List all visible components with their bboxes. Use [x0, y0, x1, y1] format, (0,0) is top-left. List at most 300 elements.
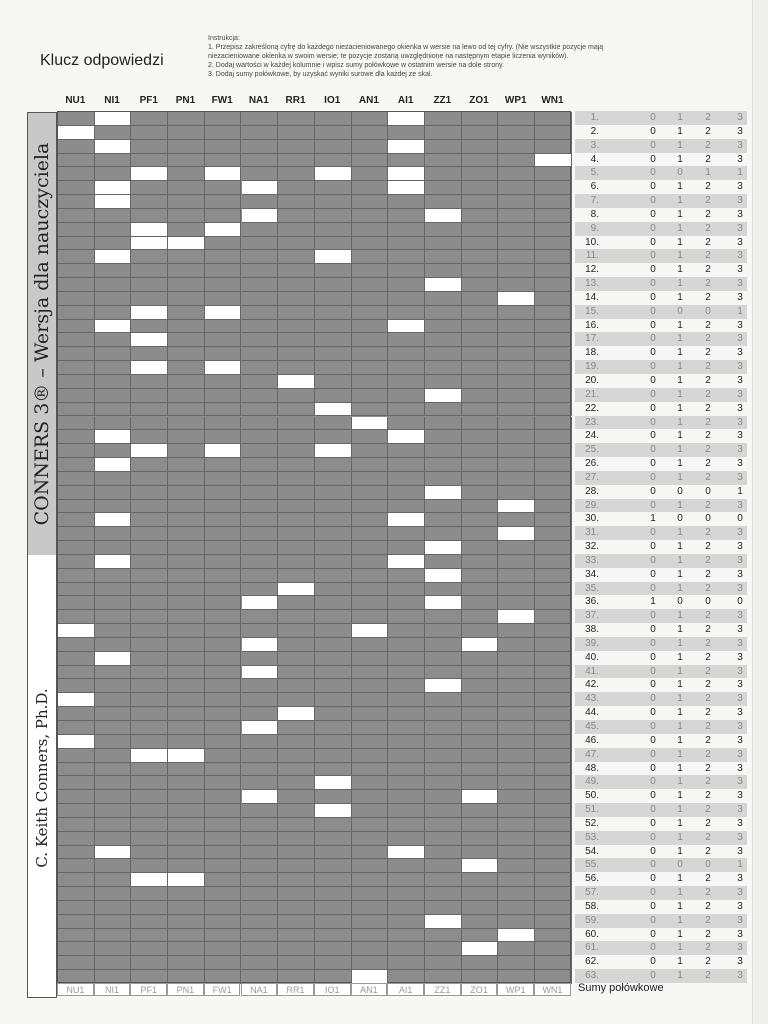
score-value[interactable]: 2: [705, 125, 711, 137]
score-value[interactable]: 0: [650, 568, 656, 580]
entry-cell[interactable]: [388, 430, 425, 444]
entry-cell[interactable]: [425, 278, 462, 292]
score-value[interactable]: 0: [650, 402, 656, 414]
score-value[interactable]: 1: [677, 222, 683, 234]
score-value[interactable]: 3: [737, 222, 743, 234]
score-value[interactable]: 1: [677, 278, 683, 290]
entry-cell[interactable]: [425, 389, 462, 403]
entry-cell[interactable]: [95, 112, 132, 126]
score-value[interactable]: 3: [737, 125, 743, 137]
entry-cell[interactable]: [242, 209, 279, 223]
score-value[interactable]: 1: [737, 859, 743, 871]
score-value[interactable]: 2: [705, 734, 711, 746]
score-value[interactable]: 3: [737, 776, 743, 788]
score-value[interactable]: 1: [677, 831, 683, 843]
entry-cell[interactable]: [388, 181, 425, 195]
entry-cell[interactable]: [95, 181, 132, 195]
score-value[interactable]: 0: [650, 679, 656, 691]
score-value[interactable]: 0: [677, 167, 683, 179]
entry-cell[interactable]: [315, 804, 352, 818]
score-value[interactable]: 2: [705, 970, 711, 982]
score-value[interactable]: 3: [737, 139, 743, 151]
score-value[interactable]: 0: [650, 278, 656, 290]
score-value[interactable]: 1: [650, 513, 656, 525]
score-value[interactable]: 1: [737, 485, 743, 497]
entry-cell[interactable]: [278, 583, 315, 597]
score-value[interactable]: 0: [677, 513, 683, 525]
entry-cell[interactable]: [498, 500, 535, 514]
score-value[interactable]: 1: [677, 956, 683, 968]
half-sum-cell[interactable]: PF1: [130, 983, 167, 996]
score-value[interactable]: 3: [737, 914, 743, 926]
entry-cell[interactable]: [388, 555, 425, 569]
entry-cell[interactable]: [95, 430, 132, 444]
score-value[interactable]: 2: [705, 900, 711, 912]
score-value[interactable]: 3: [737, 873, 743, 885]
score-value[interactable]: 1: [677, 554, 683, 566]
entry-cell[interactable]: [535, 154, 572, 168]
score-value[interactable]: 1: [677, 845, 683, 857]
entry-cell[interactable]: [95, 250, 132, 264]
score-value[interactable]: 1: [677, 208, 683, 220]
score-value[interactable]: 3: [737, 264, 743, 276]
score-value[interactable]: 0: [650, 624, 656, 636]
score-value[interactable]: 2: [705, 527, 711, 539]
score-value[interactable]: 0: [650, 333, 656, 345]
half-sum-cell[interactable]: RR1: [277, 983, 314, 996]
entry-cell[interactable]: [388, 112, 425, 126]
score-value[interactable]: 2: [705, 707, 711, 719]
score-value[interactable]: 3: [737, 900, 743, 912]
score-value[interactable]: 1: [677, 651, 683, 663]
score-value[interactable]: 3: [737, 693, 743, 705]
score-value[interactable]: 2: [705, 458, 711, 470]
entry-cell[interactable]: [242, 596, 279, 610]
score-value[interactable]: 2: [705, 651, 711, 663]
score-value[interactable]: 2: [705, 541, 711, 553]
score-value[interactable]: 3: [737, 195, 743, 207]
entry-cell[interactable]: [388, 320, 425, 334]
score-value[interactable]: 0: [650, 153, 656, 165]
entry-cell[interactable]: [352, 624, 389, 638]
score-value[interactable]: 2: [705, 250, 711, 262]
score-value[interactable]: 2: [705, 153, 711, 165]
entry-cell[interactable]: [205, 223, 242, 237]
score-value[interactable]: 2: [705, 361, 711, 373]
entry-cell[interactable]: [352, 970, 389, 984]
score-value[interactable]: 2: [705, 499, 711, 511]
score-value[interactable]: 3: [737, 208, 743, 220]
score-value[interactable]: 3: [737, 624, 743, 636]
score-value[interactable]: 0: [650, 804, 656, 816]
score-value[interactable]: 3: [737, 444, 743, 456]
entry-cell[interactable]: [131, 749, 168, 763]
score-value[interactable]: 2: [705, 181, 711, 193]
score-value[interactable]: 0: [650, 125, 656, 137]
half-sum-cell[interactable]: WN1: [534, 983, 571, 996]
entry-cell[interactable]: [388, 140, 425, 154]
score-value[interactable]: 2: [705, 416, 711, 428]
score-value[interactable]: 2: [705, 112, 711, 123]
score-value[interactable]: 0: [705, 513, 711, 525]
score-value[interactable]: 1: [677, 527, 683, 539]
entry-cell[interactable]: [168, 749, 205, 763]
score-value[interactable]: 0: [650, 416, 656, 428]
score-value[interactable]: 0: [650, 776, 656, 788]
score-value[interactable]: 3: [737, 291, 743, 303]
score-value[interactable]: 3: [737, 748, 743, 760]
score-value[interactable]: 2: [705, 831, 711, 843]
score-value[interactable]: 0: [650, 831, 656, 843]
score-value[interactable]: 1: [677, 458, 683, 470]
score-value[interactable]: 1: [677, 430, 683, 442]
score-value[interactable]: 0: [705, 859, 711, 871]
entry-cell[interactable]: [205, 361, 242, 375]
score-value[interactable]: 0: [650, 458, 656, 470]
score-value[interactable]: 0: [650, 305, 656, 317]
entry-cell[interactable]: [95, 555, 132, 569]
score-value[interactable]: 1: [677, 444, 683, 456]
score-value[interactable]: 0: [650, 485, 656, 497]
score-value[interactable]: 3: [737, 527, 743, 539]
entry-cell[interactable]: [315, 444, 352, 458]
score-value[interactable]: 1: [677, 582, 683, 594]
score-value[interactable]: 2: [705, 942, 711, 954]
score-value[interactable]: 1: [650, 596, 656, 608]
score-value[interactable]: 0: [650, 928, 656, 940]
score-value[interactable]: 0: [650, 845, 656, 857]
score-value[interactable]: 0: [650, 637, 656, 649]
half-sum-cell[interactable]: NA1: [241, 983, 278, 996]
score-value[interactable]: 2: [705, 721, 711, 733]
score-value[interactable]: 2: [705, 291, 711, 303]
score-value[interactable]: 3: [737, 541, 743, 553]
score-value[interactable]: 0: [650, 887, 656, 899]
score-value[interactable]: 0: [650, 444, 656, 456]
score-value[interactable]: 3: [737, 374, 743, 386]
score-value[interactable]: 3: [737, 416, 743, 428]
score-value[interactable]: 2: [705, 319, 711, 331]
score-value[interactable]: 0: [677, 485, 683, 497]
score-value[interactable]: 2: [705, 402, 711, 414]
score-value[interactable]: 0: [650, 181, 656, 193]
score-value[interactable]: 1: [737, 305, 743, 317]
score-value[interactable]: 1: [677, 416, 683, 428]
score-value[interactable]: 2: [705, 471, 711, 483]
score-value[interactable]: 1: [677, 942, 683, 954]
score-value[interactable]: 2: [705, 845, 711, 857]
score-value[interactable]: 0: [650, 347, 656, 359]
score-value[interactable]: 0: [650, 721, 656, 733]
entry-cell[interactable]: [498, 610, 535, 624]
score-value[interactable]: 0: [650, 859, 656, 871]
score-value[interactable]: 1: [677, 541, 683, 553]
score-value[interactable]: 1: [677, 264, 683, 276]
score-value[interactable]: 0: [737, 513, 743, 525]
score-value[interactable]: 0: [650, 541, 656, 553]
score-value[interactable]: 0: [650, 900, 656, 912]
score-value[interactable]: 3: [737, 762, 743, 774]
score-value[interactable]: 1: [677, 319, 683, 331]
score-value[interactable]: 0: [650, 707, 656, 719]
score-value[interactable]: 2: [705, 817, 711, 829]
entry-cell[interactable]: [242, 181, 279, 195]
score-value[interactable]: 2: [705, 554, 711, 566]
score-value[interactable]: 0: [650, 112, 656, 123]
entry-cell[interactable]: [425, 569, 462, 583]
score-value[interactable]: 0: [650, 361, 656, 373]
entry-cell[interactable]: [205, 306, 242, 320]
score-value[interactable]: 2: [705, 236, 711, 248]
score-value[interactable]: 1: [677, 610, 683, 622]
entry-cell[interactable]: [315, 403, 352, 417]
half-sum-cell[interactable]: WP1: [497, 983, 534, 996]
score-value[interactable]: 2: [705, 430, 711, 442]
score-value[interactable]: 2: [705, 956, 711, 968]
half-sum-cell[interactable]: PN1: [167, 983, 204, 996]
entry-cell[interactable]: [95, 458, 132, 472]
score-value[interactable]: 0: [650, 471, 656, 483]
score-value[interactable]: 3: [737, 928, 743, 940]
score-value[interactable]: 3: [737, 236, 743, 248]
half-sum-cell[interactable]: ZZ1: [424, 983, 461, 996]
score-value[interactable]: 2: [705, 347, 711, 359]
score-value[interactable]: 3: [737, 942, 743, 954]
score-value[interactable]: 3: [737, 845, 743, 857]
score-value[interactable]: 0: [650, 956, 656, 968]
score-value[interactable]: 2: [705, 873, 711, 885]
score-value[interactable]: 1: [677, 361, 683, 373]
half-sum-cell[interactable]: ZO1: [461, 983, 498, 996]
score-value[interactable]: 0: [705, 596, 711, 608]
entry-cell[interactable]: [242, 721, 279, 735]
entry-cell[interactable]: [425, 679, 462, 693]
score-value[interactable]: 2: [705, 264, 711, 276]
entry-cell[interactable]: [131, 333, 168, 347]
entry-cell[interactable]: [168, 237, 205, 251]
score-value[interactable]: 3: [737, 402, 743, 414]
score-value[interactable]: 1: [677, 665, 683, 677]
score-value[interactable]: 1: [677, 817, 683, 829]
score-value[interactable]: 3: [737, 610, 743, 622]
score-value[interactable]: 2: [705, 748, 711, 760]
entry-cell[interactable]: [242, 638, 279, 652]
score-value[interactable]: 3: [737, 181, 743, 193]
score-value[interactable]: 1: [677, 374, 683, 386]
entry-cell[interactable]: [425, 541, 462, 555]
score-value[interactable]: 0: [650, 264, 656, 276]
score-value[interactable]: 1: [677, 734, 683, 746]
entry-cell[interactable]: [498, 292, 535, 306]
entry-cell[interactable]: [425, 915, 462, 929]
entry-cell[interactable]: [95, 195, 132, 209]
entry-cell[interactable]: [462, 790, 499, 804]
score-value[interactable]: 0: [650, 762, 656, 774]
score-value[interactable]: 3: [737, 956, 743, 968]
score-value[interactable]: 2: [705, 222, 711, 234]
half-sum-cell[interactable]: FW1: [204, 983, 241, 996]
entry-cell[interactable]: [131, 223, 168, 237]
entry-cell[interactable]: [278, 707, 315, 721]
score-value[interactable]: 2: [705, 887, 711, 899]
entry-cell[interactable]: [242, 666, 279, 680]
score-value[interactable]: 1: [677, 333, 683, 345]
score-value[interactable]: 1: [677, 970, 683, 982]
score-value[interactable]: 0: [705, 305, 711, 317]
entry-cell[interactable]: [58, 735, 95, 749]
score-value[interactable]: 0: [650, 430, 656, 442]
score-value[interactable]: 3: [737, 554, 743, 566]
score-value[interactable]: 1: [677, 776, 683, 788]
score-value[interactable]: 0: [650, 374, 656, 386]
entry-cell[interactable]: [95, 652, 132, 666]
score-value[interactable]: 1: [677, 250, 683, 262]
score-value[interactable]: 2: [705, 776, 711, 788]
score-value[interactable]: 0: [650, 388, 656, 400]
entry-cell[interactable]: [95, 140, 132, 154]
score-value[interactable]: 0: [650, 748, 656, 760]
score-value[interactable]: 1: [677, 181, 683, 193]
score-value[interactable]: 2: [705, 637, 711, 649]
entry-cell[interactable]: [462, 638, 499, 652]
score-value[interactable]: 0: [737, 596, 743, 608]
score-value[interactable]: 2: [705, 444, 711, 456]
score-value[interactable]: 3: [737, 651, 743, 663]
score-value[interactable]: 1: [677, 347, 683, 359]
score-value[interactable]: 3: [737, 347, 743, 359]
entry-cell[interactable]: [58, 126, 95, 140]
score-value[interactable]: 2: [705, 208, 711, 220]
score-value[interactable]: 3: [737, 333, 743, 345]
score-value[interactable]: 3: [737, 319, 743, 331]
score-value[interactable]: 2: [705, 582, 711, 594]
score-value[interactable]: 0: [650, 582, 656, 594]
entry-cell[interactable]: [95, 320, 132, 334]
score-value[interactable]: 3: [737, 831, 743, 843]
score-value[interactable]: 1: [677, 914, 683, 926]
entry-cell[interactable]: [462, 942, 499, 956]
entry-cell[interactable]: [425, 209, 462, 223]
score-value[interactable]: 3: [737, 471, 743, 483]
score-value[interactable]: 1: [677, 693, 683, 705]
entry-cell[interactable]: [58, 624, 95, 638]
score-value[interactable]: 1: [677, 721, 683, 733]
score-value[interactable]: 2: [705, 762, 711, 774]
entry-cell[interactable]: [278, 375, 315, 389]
score-value[interactable]: 3: [737, 278, 743, 290]
entry-cell[interactable]: [168, 873, 205, 887]
entry-cell[interactable]: [242, 790, 279, 804]
score-value[interactable]: 2: [705, 679, 711, 691]
score-value[interactable]: 1: [677, 887, 683, 899]
half-sum-cell[interactable]: IO1: [314, 983, 351, 996]
entry-cell[interactable]: [131, 306, 168, 320]
score-value[interactable]: 0: [650, 139, 656, 151]
score-value[interactable]: 1: [677, 790, 683, 802]
score-value[interactable]: 2: [705, 693, 711, 705]
entry-cell[interactable]: [131, 361, 168, 375]
score-value[interactable]: 3: [737, 568, 743, 580]
score-value[interactable]: 3: [737, 817, 743, 829]
entry-cell[interactable]: [352, 417, 389, 431]
score-value[interactable]: 0: [650, 651, 656, 663]
score-value[interactable]: 0: [705, 485, 711, 497]
score-value[interactable]: 1: [677, 873, 683, 885]
half-sum-cell[interactable]: AN1: [351, 983, 388, 996]
entry-cell[interactable]: [315, 167, 352, 181]
score-value[interactable]: 1: [677, 471, 683, 483]
score-value[interactable]: 0: [650, 527, 656, 539]
entry-cell[interactable]: [95, 513, 132, 527]
score-value[interactable]: 1: [677, 762, 683, 774]
score-value[interactable]: 3: [737, 721, 743, 733]
entry-cell[interactable]: [131, 444, 168, 458]
score-value[interactable]: 1: [677, 236, 683, 248]
score-value[interactable]: 3: [737, 430, 743, 442]
entry-cell[interactable]: [498, 929, 535, 943]
score-value[interactable]: 1: [677, 568, 683, 580]
entry-cell[interactable]: [315, 776, 352, 790]
entry-cell[interactable]: [58, 693, 95, 707]
score-value[interactable]: 0: [677, 305, 683, 317]
entry-cell[interactable]: [425, 596, 462, 610]
score-value[interactable]: 2: [705, 665, 711, 677]
score-value[interactable]: 2: [705, 790, 711, 802]
entry-cell[interactable]: [388, 513, 425, 527]
score-value[interactable]: 0: [650, 817, 656, 829]
score-value[interactable]: 1: [737, 167, 743, 179]
score-value[interactable]: 1: [677, 153, 683, 165]
score-value[interactable]: 1: [677, 900, 683, 912]
entry-cell[interactable]: [462, 859, 499, 873]
score-value[interactable]: 0: [650, 790, 656, 802]
score-value[interactable]: 2: [705, 610, 711, 622]
score-value[interactable]: 3: [737, 734, 743, 746]
entry-cell[interactable]: [131, 873, 168, 887]
score-value[interactable]: 2: [705, 914, 711, 926]
score-value[interactable]: 3: [737, 790, 743, 802]
score-value[interactable]: 3: [737, 361, 743, 373]
score-value[interactable]: 3: [737, 153, 743, 165]
entry-cell[interactable]: [388, 846, 425, 860]
entry-cell[interactable]: [498, 527, 535, 541]
score-value[interactable]: 0: [650, 167, 656, 179]
entry-cell[interactable]: [95, 846, 132, 860]
score-value[interactable]: 1: [677, 291, 683, 303]
score-value[interactable]: 3: [737, 887, 743, 899]
score-value[interactable]: 1: [677, 928, 683, 940]
score-value[interactable]: 1: [677, 679, 683, 691]
score-value[interactable]: 0: [650, 610, 656, 622]
entry-cell[interactable]: [131, 167, 168, 181]
score-value[interactable]: 2: [705, 388, 711, 400]
score-value[interactable]: 1: [677, 804, 683, 816]
score-value[interactable]: 3: [737, 499, 743, 511]
score-value[interactable]: 3: [737, 388, 743, 400]
score-value[interactable]: 1: [677, 139, 683, 151]
score-value[interactable]: 1: [677, 748, 683, 760]
score-value[interactable]: 0: [677, 596, 683, 608]
score-value[interactable]: 1: [677, 707, 683, 719]
entry-cell[interactable]: [205, 444, 242, 458]
score-value[interactable]: 2: [705, 804, 711, 816]
score-value[interactable]: 0: [650, 499, 656, 511]
entry-cell[interactable]: [388, 167, 425, 181]
score-value[interactable]: 3: [737, 679, 743, 691]
score-value[interactable]: 1: [677, 125, 683, 137]
score-value[interactable]: 0: [650, 554, 656, 566]
score-value[interactable]: 3: [737, 804, 743, 816]
